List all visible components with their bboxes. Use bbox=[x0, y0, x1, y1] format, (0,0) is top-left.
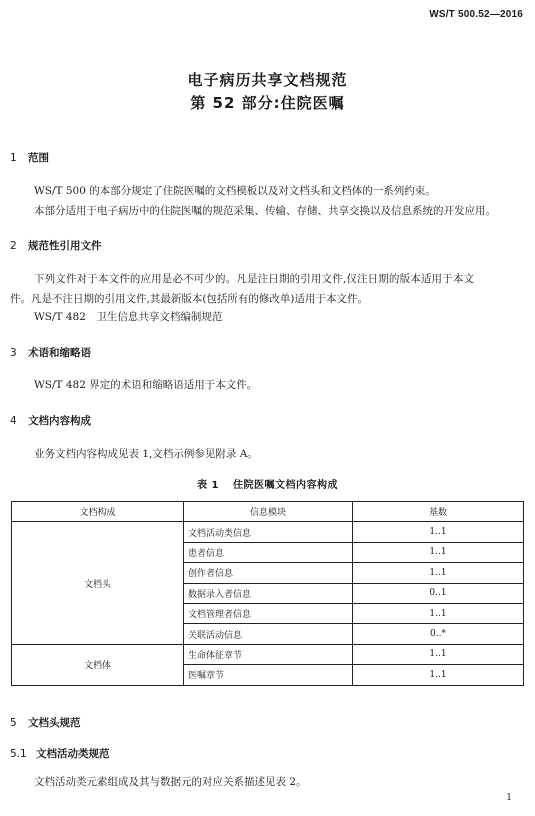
group-cell: 文档头 bbox=[12, 522, 184, 644]
column-header: 文档构成 bbox=[12, 502, 184, 522]
module-cell: 关联活动信息 bbox=[184, 624, 353, 644]
section-title: 文档头规范 bbox=[28, 717, 81, 729]
document-content-table bbox=[11, 501, 524, 686]
module-cell: 文档活动类信息 bbox=[184, 522, 353, 542]
column-header: 信息模块 bbox=[184, 502, 353, 522]
group-cell: 文档体 bbox=[12, 644, 184, 685]
section-number: 3 bbox=[10, 347, 17, 359]
paragraph: WS/T 500 的本部分规定了住院医嘱的文档模板以及对文档头和文档体的一系列约束。 bbox=[34, 185, 436, 197]
table-caption-title: 住院医嘱文档内容构成 bbox=[232, 480, 338, 491]
section-4-heading bbox=[10, 413, 91, 428]
paragraph: 业务文档内容构成见表 1,文档示例参见附录 A。 bbox=[34, 448, 258, 460]
table-row bbox=[12, 644, 524, 664]
module-cell: 创作者信息 bbox=[184, 563, 353, 583]
cardinality-cell: 1..1 bbox=[353, 542, 524, 562]
section-number: 4 bbox=[10, 415, 17, 427]
standard-code: WS/T 500.52—2016 bbox=[429, 9, 523, 20]
table-header-row bbox=[12, 502, 524, 522]
section-number: 2 bbox=[10, 240, 17, 252]
paragraph: 件。凡是不注日期的引用文件,其最新版本(包括所有的修改单)适用于本文件。 bbox=[10, 293, 369, 305]
paragraph: WS/T 482 界定的术语和缩略语适用于本文件。 bbox=[34, 379, 258, 391]
table-caption-label: 表 1 bbox=[197, 480, 219, 491]
module-cell: 文档管理者信息 bbox=[184, 603, 353, 623]
section-number: 1 bbox=[10, 152, 17, 164]
paragraph: 本部分适用于电子病历中的住院医嘱的规范采集、传输、存储、共享交换以及信息系统的开发应用。 bbox=[34, 205, 496, 217]
cardinality-cell: 1..1 bbox=[353, 644, 524, 664]
cardinality-cell: 0..* bbox=[353, 624, 524, 644]
cardinality-cell: 1..1 bbox=[353, 563, 524, 583]
section-title: 规范性引用文件 bbox=[28, 240, 102, 252]
section-number: 5.1 bbox=[10, 748, 27, 760]
column-header: 基数 bbox=[353, 502, 524, 522]
document-subtitle: 第 52 部分:住院医嘱 bbox=[190, 94, 345, 112]
cardinality-cell: 0..1 bbox=[353, 583, 524, 603]
section-title: 文档内容构成 bbox=[28, 415, 91, 427]
module-cell: 生命体征章节 bbox=[184, 644, 353, 664]
module-cell: 数据录入者信息 bbox=[184, 583, 353, 603]
paragraph: 文档活动类元素组成及其与数据元的对应关系描述见表 2。 bbox=[34, 776, 307, 788]
normative-reference: WS/T 482 卫生信息共享文档编制规范 bbox=[34, 311, 223, 323]
table-row bbox=[12, 522, 524, 542]
cardinality-cell: 1..1 bbox=[353, 603, 524, 623]
section-title: 文档活动类规范 bbox=[36, 748, 110, 760]
page-number: 1 bbox=[506, 793, 512, 803]
section-5-heading bbox=[10, 715, 81, 730]
document-title: 电子病历共享文档规范 bbox=[187, 71, 348, 89]
module-cell: 患者信息 bbox=[184, 542, 353, 562]
section-2-heading bbox=[10, 238, 102, 253]
section-1-heading bbox=[10, 150, 49, 165]
section-title: 范围 bbox=[28, 152, 49, 164]
section-3-heading bbox=[10, 345, 91, 360]
paragraph: 下列文件对于本文件的应用是必不可少的。凡是注日期的引用文件,仅注日期的版本适用于本文 bbox=[34, 273, 475, 285]
cardinality-cell: 1..1 bbox=[353, 665, 524, 685]
module-cell: 医嘱章节 bbox=[184, 665, 353, 685]
cardinality-cell: 1..1 bbox=[353, 522, 524, 542]
section-5-1-heading bbox=[10, 746, 110, 761]
section-number: 5 bbox=[10, 717, 17, 729]
section-title: 术语和缩略语 bbox=[28, 347, 91, 359]
table-caption bbox=[0, 476, 535, 491]
